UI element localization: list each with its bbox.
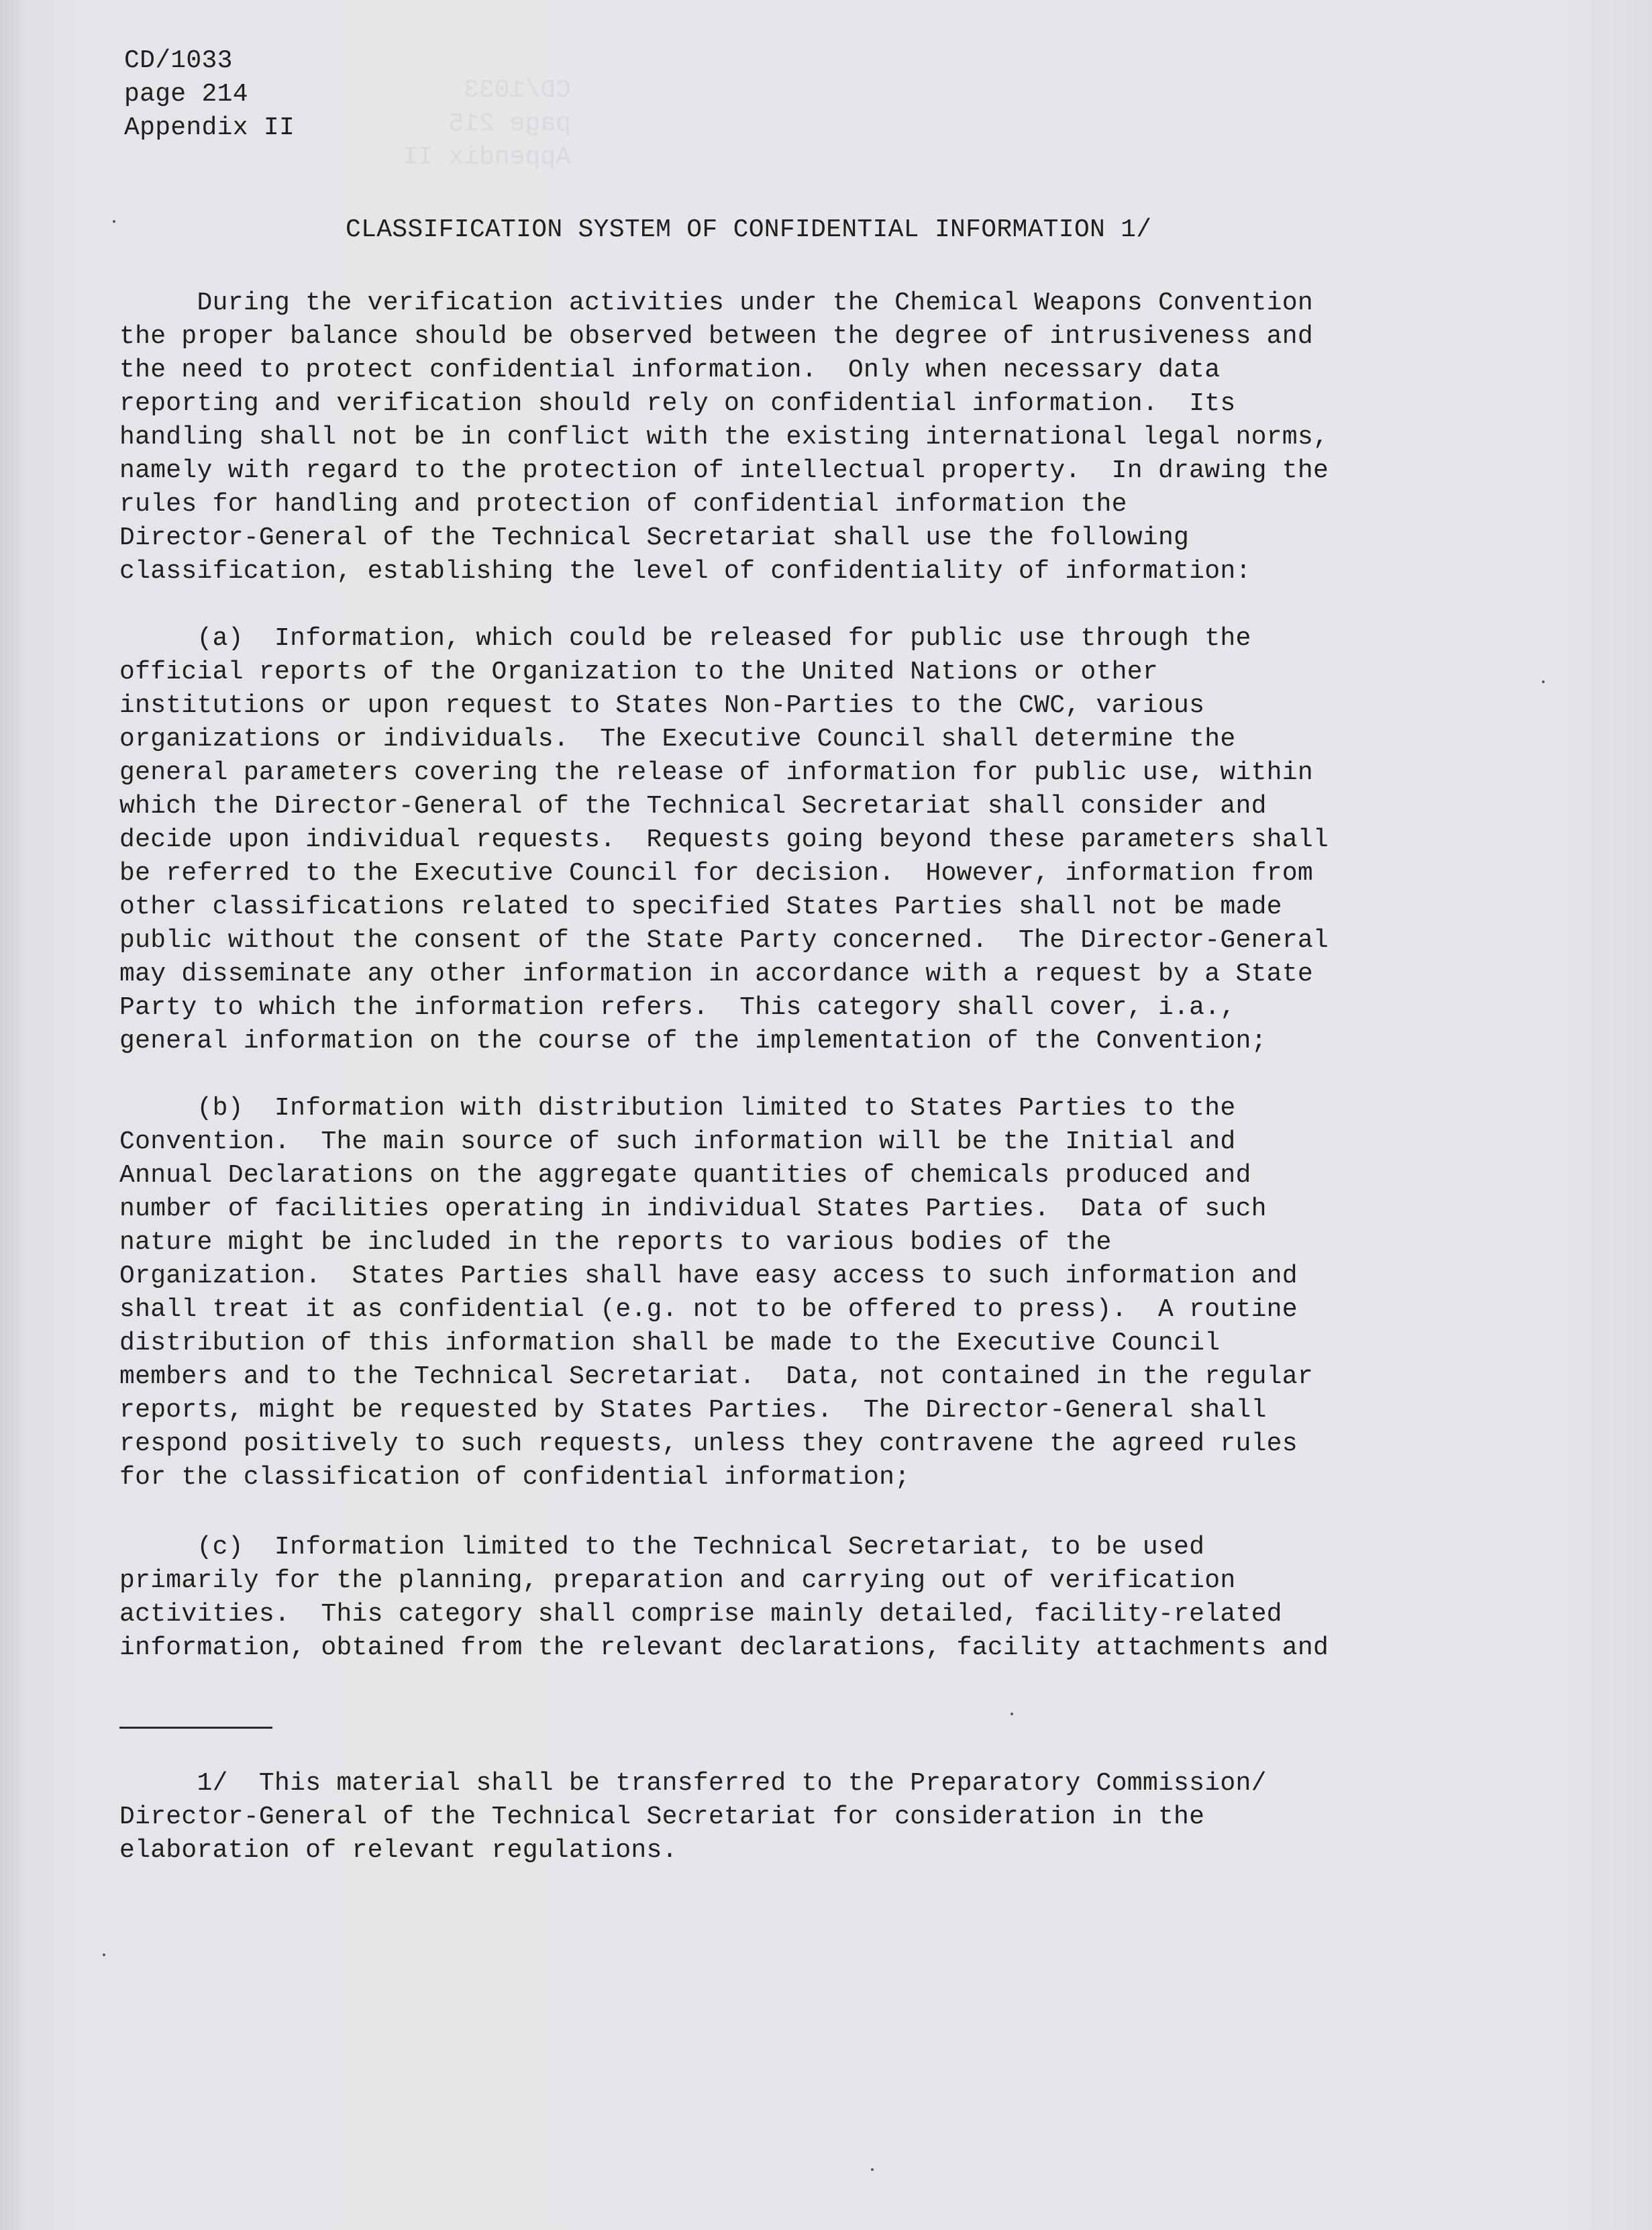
document-title: CLASSIFICATION SYSTEM OF CONFIDENTIAL INFORMATION 1/ [346,215,1152,244]
footnote-line: Director-General of the Technical Secretariat for consideration in the [119,1803,1205,1831]
text-line: Party to which the information refers. This category shall cover, i.a., [119,993,1236,1022]
text-line: Organization. States Parties shall have easy access to such information and [119,1262,1298,1290]
text-line: information, obtained from the relevant declarations, facility attachments and [119,1633,1329,1662]
text-line: members and to the Technical Secretariat. Data, not contained in the regular [119,1362,1313,1391]
text-line: classification, establishing the level of confidentiality of information: [119,557,1251,586]
text-line: (c) Information limited to the Technical Secretariat, to be used [119,1533,1205,1562]
text-line: Director-General of the Technical Secretariat shall use the following [119,523,1190,552]
text-line: respond positively to such requests, unless they contravene the agreed rules [119,1429,1298,1458]
text-line: be referred to the Executive Council for decision. However, information from [119,859,1313,888]
text-line: handling shall not be in conflict with the existing international legal norms, [119,423,1329,452]
text-line: rules for handling and protection of confidential information the [119,490,1127,519]
text-line: the need to protect confidential information. Only when necessary data [119,356,1221,385]
text-line: organizations or individuals. The Executive Council shall determine the [119,725,1236,754]
text-line: institutions or upon request to States Non-Parties to the CWC, various [119,691,1205,720]
text-line: the proper balance should be observed between the degree of intrusiveness and [119,322,1313,351]
text-line: other classifications related to specified States Parties shall not be made [119,893,1282,921]
text-line: official reports of the Organization to the United Nations or other [119,658,1158,687]
footnote-divider [119,1727,272,1729]
text-line: which the Director-General of the Technical Secretariat shall consider and [119,792,1267,821]
text-line: During the verification activities under the Chemical Weapons Convention [119,289,1313,317]
scan-speck [113,220,115,223]
text-line: number of facilities operating in individual States Parties. Data of such [119,1195,1267,1223]
scan-speck [103,1954,105,1956]
appendix-label: Appendix II [124,113,295,142]
page-number: page 214 [124,80,248,109]
text-line: shall treat it as confidential (e.g. not to be offered to press). A routine [119,1295,1298,1324]
bleed-through-header: CD/1033 page 215 Appendix II [403,76,571,172]
text-line: Convention. The main source of such information will be the Initial and [119,1127,1236,1156]
text-line: general parameters covering the release of information for public use, within [119,758,1313,787]
text-line: for the classification of confidential information; [119,1463,911,1492]
text-line: reporting and verification should rely on confidential information. Its [119,389,1236,418]
text-line: (a) Information, which could be released for public use through the [119,624,1251,653]
text-line: general information on the course of the implementation of the Convention; [119,1027,1267,1056]
scan-speck [1011,1713,1013,1715]
text-line: namely with regard to the protection of intellectual property. In drawing the [119,456,1329,485]
text-line: may disseminate any other information in accordance with a request by a State [119,960,1313,989]
text-line: nature might be included in the reports to various bodies of the [119,1228,1112,1257]
text-line: Annual Declarations on the aggregate quantities of chemicals produced and [119,1161,1251,1190]
document-symbol: CD/1033 [124,46,233,75]
text-line: reports, might be requested by States Parties. The Director-General shall [119,1396,1267,1425]
text-line: activities. This category shall comprise mainly detailed, facility-related [119,1600,1282,1629]
scan-speck [1542,680,1545,683]
text-line: (b) Information with distribution limited to States Parties to the [119,1094,1236,1123]
footnote-line: elaboration of relevant regulations. [119,1836,678,1865]
text-line: decide upon individual requests. Requests going beyond these parameters shall [119,825,1329,854]
footnote-line: 1/ This material shall be transferred to the Preparatory Commission/ [119,1769,1267,1798]
text-line: primarily for the planning, preparation and carrying out of verification [119,1566,1236,1595]
text-line: public without the consent of the State Party concerned. The Director-General [119,926,1329,955]
scan-speck [871,2168,874,2171]
text-line: distribution of this information shall be made to the Executive Council [119,1329,1221,1358]
